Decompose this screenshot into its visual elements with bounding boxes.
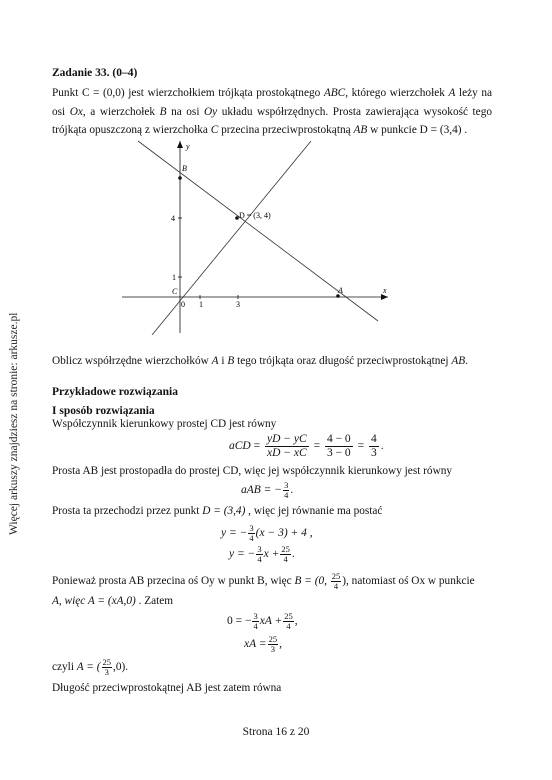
equation-slope-cd: aCD = $\frac{yD - yC}{xD - xC}$ = $\frac{4 - 0}{3 - 0}$ = $\frac{4}{3}$ . bbox=[229, 433, 384, 459]
method-heading: I sposób rozwiązania bbox=[52, 405, 155, 417]
solution-line-6: czyli A = ( $\frac{25}{3}$ ,0). bbox=[52, 657, 129, 677]
solution-line-3: Prosta ta przechodzi przez punkt D = (3,4) , więc jej równanie ma postać bbox=[52, 505, 383, 517]
y-tick-label-4: 4 bbox=[171, 214, 175, 223]
x-tick-label-1: 1 bbox=[199, 300, 203, 309]
solution-line-1: Współczynnik kierunkowy prostej CD jest równy bbox=[52, 418, 277, 430]
page-footer: Strona 16 z 20 bbox=[242, 726, 310, 738]
y-axis-label: y bbox=[186, 142, 190, 151]
y-axis-arrow bbox=[177, 141, 183, 148]
equation-zero: 0 = − $\frac{3}{4}$ xA + $\frac{25}{4}$ , bbox=[227, 611, 298, 631]
y-tick-label-1: 1 bbox=[172, 273, 176, 282]
equation-line-2: y = − $\frac{3}{4}$ x + $\frac{25}{4}$ . bbox=[229, 544, 295, 564]
task-intro: Punkt C = (0,0) jest wierzchołkiem trójkąta prostokątnego ABC, którego wierzchołek A leży na osi Ox, a wierzchołek B na osi Oy układu współrzędnych. Prosta zawierająca wysokość tego trójkąta opuszczoną z wierzchołka C przecina przeciwprostokątną AB w punkcie D = (3,4) . bbox=[52, 87, 492, 137]
line-cd bbox=[152, 141, 311, 335]
solution-line-2: Prosta AB jest prostopadła do prostej CD, więc jej współczynnik kierunkowy jest równy bbox=[52, 465, 453, 477]
point-c-label: C bbox=[172, 287, 178, 296]
solution-line-7: Długość przeciwprostokątnej AB jest zatem równa bbox=[52, 682, 282, 694]
task-title: Zadanie 33. (0–4) bbox=[52, 67, 138, 79]
side-watermark-text: Więcej arkuszy znajdziesz na stronie: arkusze.pl bbox=[8, 312, 20, 535]
solution-line-4: Ponieważ prosta AB przecina oś Oy w punkt B, więc B = (0, $\frac{25}{4}$ ), natomiast oś Ox w punkcie bbox=[52, 571, 475, 591]
x-axis-label: x bbox=[383, 286, 387, 295]
point-a-label: A bbox=[338, 286, 343, 295]
task-statement bbox=[52, 64, 492, 140]
point-b-marker bbox=[178, 176, 182, 180]
point-d-label: D = (3, 4) bbox=[239, 211, 271, 220]
equation-xa: xA = $\frac{25}{3}$ , bbox=[244, 634, 282, 654]
x-tick-label-3: 3 bbox=[236, 300, 240, 309]
origin-label: 0 bbox=[181, 300, 185, 309]
point-b-label: B bbox=[182, 164, 187, 173]
solution-line-5: A, więc A = (xA,0) . Zatem bbox=[52, 595, 174, 607]
task-question: Oblicz współrzędne wierzchołków A i B tego trójkąta oraz długość przeciwprostokątnej AB. bbox=[52, 355, 468, 367]
fraction-coordinates: $\frac{yD - yC}{xD - xC}$ bbox=[266, 433, 307, 459]
fraction-result: $\frac{4}{3}$ bbox=[370, 433, 377, 459]
equation-slope-ab: aAB = − $\frac{3}{4}$ . bbox=[241, 480, 294, 500]
equation-line-1: y = − $\frac{3}{4}$ (x − 3) + 4 , bbox=[221, 523, 313, 543]
fraction-values: $\frac{4 - 0}{3 - 0}$ bbox=[326, 433, 351, 459]
solutions-heading: Przykładowe rozwiązania bbox=[52, 386, 178, 398]
coordinate-diagram bbox=[118, 137, 390, 335]
